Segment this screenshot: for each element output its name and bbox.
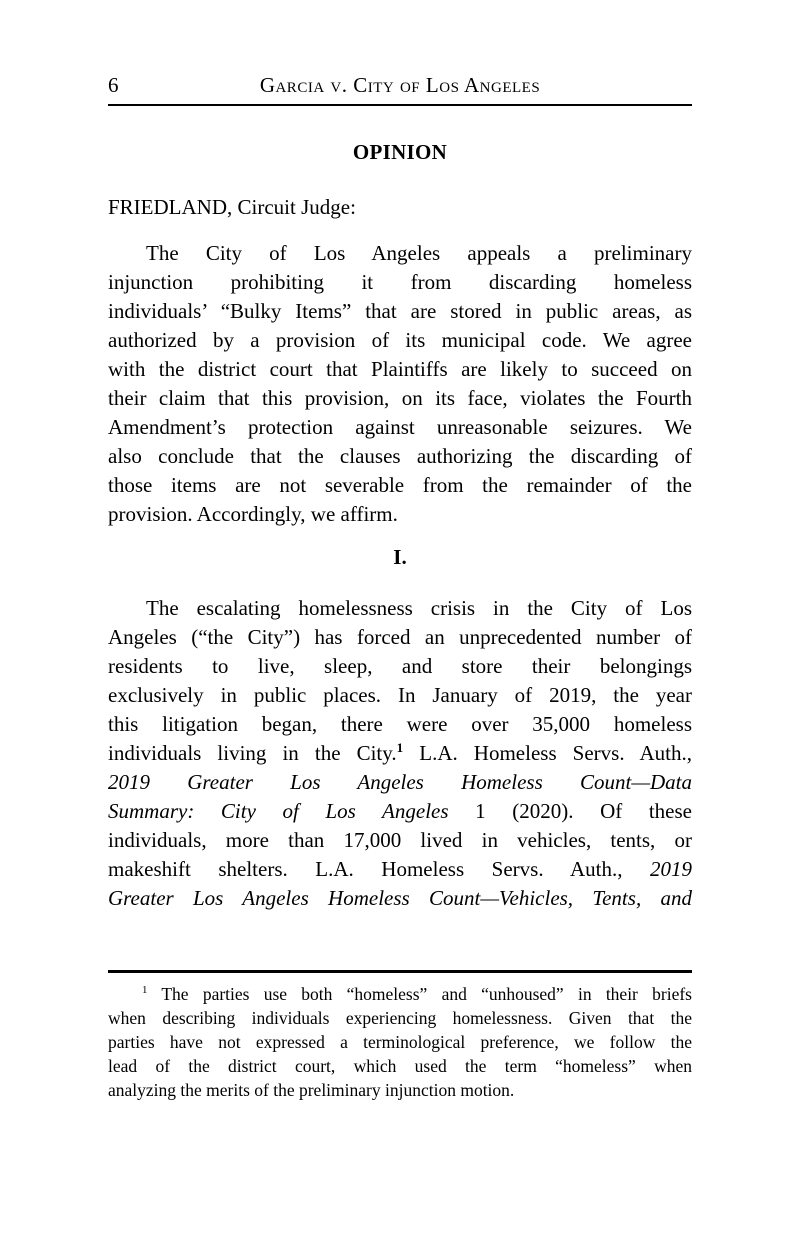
text-line: analyzing the merits of the preliminary injunction motion. [108,1080,515,1100]
text-line: lead of the district court, which used the term “homeless” when [108,1056,692,1076]
paragraph-1 [108,239,692,529]
text-line: Angeles (“the City”) has forced an unprecedented number of [108,625,692,649]
section-heading-one: I. [393,545,407,569]
footnote-marker: 1 [142,984,148,997]
text-line: injunction prohibiting it from discarding homeless [108,270,692,294]
text-line: provision. Accordingly, we affirm. [108,502,398,526]
text-line: authorized by a provision of its municipal code. We agree [108,328,692,352]
text-line: The City of Los Angeles appeals a preliminary [146,241,692,265]
text-line: those items are not severable from the remainder of the [108,473,692,497]
text-line: individuals’ “Bulky Items” that are stored in public areas, as [108,299,692,323]
footnote-marker: 1 [396,740,404,755]
text-line: The escalating homelessness crisis in the City of Los [146,596,692,620]
text-line: also conclude that the clauses authorizing the discarding of [108,444,692,468]
text-line: their claim that this provision, on its face, violates the Fourth [108,386,692,410]
text-line: residents to live, sleep, and store their belongings [108,654,692,678]
text-line: exclusively in public places. In January of 2019, the year [108,683,692,707]
text-line: Amendment’s protection against unreasonable seizures. We [108,415,692,439]
text-line: with the district court that Plaintiffs are likely to succeed on [108,357,692,381]
text-line: makeshift shelters. L.A. Homeless Servs. Auth., 2019 [108,857,692,881]
judge-line: FRIEDLAND, Circuit Judge: [108,195,356,219]
text-line: this litigation began, there were over 35,000 homeless [108,712,692,736]
text-line: when describing individuals experiencing homelessness. Given that the [108,1008,692,1028]
paragraph-2 [108,594,692,913]
footnote-block [108,970,692,1102]
text-line: parties have not expressed a terminological preference, we follow the [108,1032,692,1052]
text-line: Greater Los Angeles Homeless Count—Vehicles, Tents, and [108,886,692,910]
text-line: individuals, more than 17,000 lived in vehicles, tents, or [108,828,692,852]
text-line: 2019 Greater Los Angeles Homeless Count—Data [108,770,692,794]
page-number: 6 [108,73,119,97]
text-line: $^1$ The parties use both “homeless” and “unhoused” in their briefs [142,984,692,1004]
running-title: Garcia v. City of Los Angeles [259,73,541,97]
text-line: individuals living in the City.$^1$ L.A. Homeless Servs. Auth., [108,740,693,765]
opinion-heading: OPINION [352,140,448,164]
text-line: Summary: City of Los Angeles 1 (2020). Of these [108,799,692,823]
running-header [108,70,692,106]
